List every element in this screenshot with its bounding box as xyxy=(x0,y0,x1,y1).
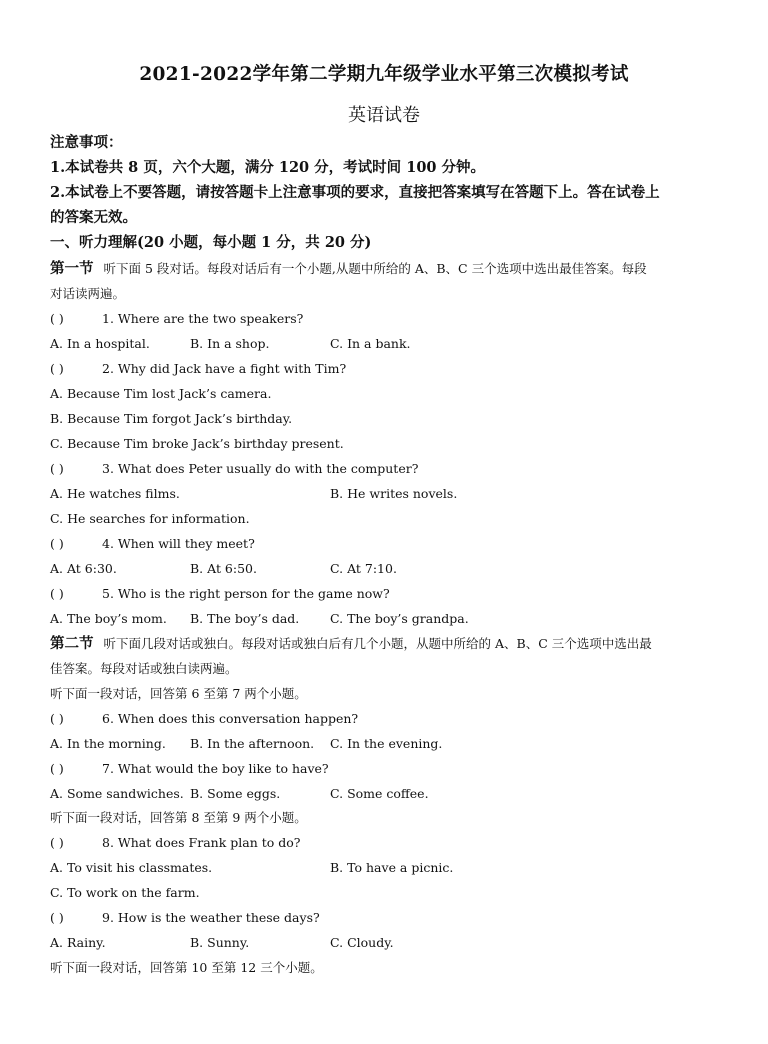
option-a: A. In the morning. xyxy=(50,736,166,751)
question-3 xyxy=(50,460,418,478)
answer-blank: ( ) xyxy=(50,910,64,925)
answer-blank: ( ) xyxy=(50,461,64,476)
section2-text: 听下面几段对话或独白。每段对话或独白后有几个小题，从题中所给的 A、B、C 三个选项中选出最 xyxy=(103,636,652,651)
exam-title: 2021-2022学年第二学期九年级学业水平第三次模拟考试 xyxy=(139,64,629,85)
section1-instruction xyxy=(50,260,647,278)
part1-heading: 一、听力理解(20 小题，每小题 1 分，共 20 分) xyxy=(50,234,372,251)
option-c: C. Cloudy. xyxy=(330,935,394,950)
question-9 xyxy=(50,909,320,927)
question-text: 5. Who is the right person for the game now? xyxy=(102,586,390,601)
option-b: B. At 6:50. xyxy=(190,561,257,576)
option-c: C. At 7:10. xyxy=(330,561,397,576)
answer-blank: ( ) xyxy=(50,361,64,376)
option-c: C. The boy’s grandpa. xyxy=(330,611,469,626)
option-b: B. Because Tim forgot Jack’s birthday. xyxy=(50,411,293,426)
option-b: B. To have a picnic. xyxy=(330,860,454,875)
option-c: C. In the evening. xyxy=(330,736,443,751)
option-b: B. The boy’s dad. xyxy=(190,611,300,626)
option-c: C. In a bank. xyxy=(330,336,411,351)
question-7 xyxy=(50,760,329,778)
answer-blank: ( ) xyxy=(50,586,64,601)
group-instruction-3: 听下面一段对话，回答第 10 至第 12 三个小题。 xyxy=(50,960,323,975)
notice-item-1: 1.本试卷共 8 页，六个大题，满分 120 分，考试时间 100 分钟。 xyxy=(50,159,486,176)
section2-instruction-cont: 佳答案。每段对话或独白读两遍。 xyxy=(50,661,238,676)
option-b: B. In a shop. xyxy=(190,336,270,351)
answer-blank: ( ) xyxy=(50,711,64,726)
section1-label: 第一节 xyxy=(50,260,94,277)
question-text: 7. What would the boy like to have? xyxy=(102,761,329,776)
group-instruction-1: 听下面一段对话，回答第 6 至第 7 两个小题。 xyxy=(50,686,307,701)
option-a: A. At 6:30. xyxy=(50,561,117,576)
question-2 xyxy=(50,360,346,378)
option-c: C. Some coffee. xyxy=(330,786,429,801)
option-a: A. He watches films. xyxy=(50,486,180,501)
question-4 xyxy=(50,535,255,553)
option-a: A. Rainy. xyxy=(50,935,106,950)
answer-blank: ( ) xyxy=(50,536,64,551)
section1-instruction-cont: 对话读两遍。 xyxy=(50,286,126,301)
question-text: 9. How is the weather these days? xyxy=(102,910,320,925)
section2-instruction xyxy=(50,635,652,653)
section2-label: 第二节 xyxy=(50,635,94,652)
option-b: B. In the afternoon. xyxy=(190,736,315,751)
notice-item-2-cont: 的答案无效。 xyxy=(50,209,137,226)
option-a: A. The boy’s mom. xyxy=(50,611,167,626)
notice-item-2: 2.本试卷上不要答题，请按答题卡上注意事项的要求，直接把答案填写在答题下上。答在试卷上 xyxy=(50,184,660,201)
group-instruction-2: 听下面一段对话，回答第 8 至第 9 两个小题。 xyxy=(50,810,307,825)
question-5 xyxy=(50,585,390,603)
question-6 xyxy=(50,710,358,728)
option-b: B. He writes novels. xyxy=(330,486,458,501)
exam-subtitle: 英语试卷 xyxy=(348,105,420,126)
question-text: 4. When will they meet? xyxy=(102,536,255,551)
question-1 xyxy=(50,310,303,328)
option-c: C. Because Tim broke Jack’s birthday present. xyxy=(50,436,344,451)
notice-heading: 注意事项： xyxy=(50,134,123,151)
question-8 xyxy=(50,834,301,852)
question-text: 8. What does Frank plan to do? xyxy=(102,835,301,850)
option-b: B. Sunny. xyxy=(190,935,250,950)
section1-text: 听下面 5 段对话。每段对话后有一个小题,从题中所给的 A、B、C 三个选项中选出最佳答案。每段 xyxy=(103,261,647,276)
answer-blank: ( ) xyxy=(50,311,64,326)
question-text: 3. What does Peter usually do with the computer? xyxy=(102,461,419,476)
answer-blank: ( ) xyxy=(50,835,64,850)
option-a: A. To visit his classmates. xyxy=(50,860,213,875)
question-text: 2. Why did Jack have a fight with Tim? xyxy=(102,361,347,376)
option-a: A. Because Tim lost Jack’s camera. xyxy=(50,386,272,401)
question-text: 6. When does this conversation happen? xyxy=(102,711,359,726)
question-text: 1. Where are the two speakers? xyxy=(102,311,304,326)
answer-blank: ( ) xyxy=(50,761,64,776)
option-a: A. In a hospital. xyxy=(50,336,150,351)
option-c: C. He searches for information. xyxy=(50,511,250,526)
option-b: B. Some eggs. xyxy=(190,786,281,801)
option-c: C. To work on the farm. xyxy=(50,885,200,900)
option-a: A. Some sandwiches. xyxy=(50,786,184,801)
